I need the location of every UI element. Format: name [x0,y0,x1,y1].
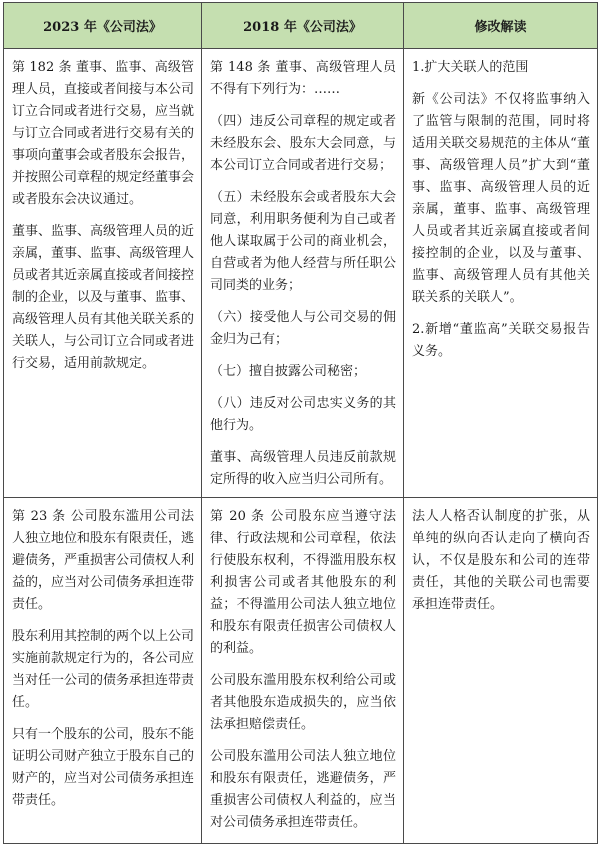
cell-interpretation-1 [404,49,598,498]
paragraph: （六）接受他人与公司交易的佣金归为己有； [210,310,396,347]
paragraph: 2.新增“董监高”关联交易报告义务。 [412,322,590,359]
paragraph: 公司股东滥用公司法人独立地位和股东有限责任，逃避债务，严重损害公司债权人利益的，应当对公司债务承担连带责任。 [210,749,396,830]
paragraph: 第 23 条 公司股东滥用公司法人独立地位和股东有限责任，逃避债务，严重损害公司债权人利益的，应当对公司债务承担连带责任。 [12,509,195,612]
paragraph: 只有一个股东的公司，股东不能证明公司财产独立于股东自己的财产的，应当对公司债务承担连带责任。 [12,727,195,808]
paragraph: 法人人格否认制度的扩张，从单纯的纵向否认走向了横向否认，不仅是股东和公司的连带责任，其他的关联公司也需要承担连带责任。 [412,509,590,612]
cell-2018-article-148 [202,49,404,498]
paragraph: 1.扩大关联人的范围 [412,60,529,75]
cell-2023-article-23 [4,498,202,844]
cell-2023-article-182 [4,49,202,498]
header-2018: 2018 年《公司法》 [202,3,404,49]
paragraph: （五）未经股东会或者股东大会同意，利用职务便利为自己或者他人谋取属于公司的商业机会，自营或者为他人经营与所任职公司同类的业务； [210,190,396,293]
paragraph: （八）违反对公司忠实义务的其他行为。 [210,396,396,433]
table-row [4,498,598,844]
paragraph: 董事、高级管理人员违反前款规定所得的收入应当归公司所有。 [210,450,396,487]
paragraph: （七）擅自披露公司秘密； [210,364,367,379]
header-interpretation: 修改解读 [404,3,598,49]
paragraph: 公司股东滥用股东权利给公司或者其他股东造成损失的，应当依法承担赔偿责任。 [210,673,396,732]
paragraph: 第 20 条 公司股东应当遵守法律、行政法规和公司章程，依法行使股东权利，不得滥用股东权利损害公司或者其他股东的利益；不得滥用公司法人独立地位和股东有限责任损害公司债权人的利益。 [210,509,396,656]
paragraph: 新《公司法》不仅将监事纳入了监管与限制的范围，同时将适用关联交易规范的主体从“董事、高级管理人员”扩大到“董事、监事、高级管理人员的近亲属，董事、监事、高级管理人员或者其近亲属直接或者间接控制的企业，以及与董事、监事、高级管理人员有其他关联关系的关联人”。 [412,92,590,305]
paragraph: （四）违反公司章程的规定或者未经股东会、股东大会同意，与本公司订立合同或者进行交易； [210,114,396,173]
paragraph: 股东利用其控制的两个以上公司实施前款规定行为的，各公司应当对任一公司的债务承担连带责任。 [12,629,195,710]
paragraph: 第 182 条 董事、监事、高级管理人员，直接或者间接与本公司订立合同或者进行交易，应当就与订立合同或者进行交易有关的事项向董事会或者股东会报告，并按照公司章程的规定经董事会或者股东会决议通过。 [12,60,195,207]
cell-interpretation-2 [404,498,598,844]
header-row [4,3,598,49]
comparison-table [3,2,598,844]
paragraph: 第 148 条 董事、高级管理人员不得有下列行为：…… [210,60,396,97]
paragraph: 董事、监事、高级管理人员的近亲属，董事、监事、高级管理人员或者其近亲属直接或者间接控制的企业，以及与董事、监事、高级管理人员有其他关联关系的关联人，与公司订立合同或者进行交易，适用前款规定。 [12,224,195,371]
cell-2018-article-20 [202,498,404,844]
table-row [4,49,598,498]
header-2023: 2023 年《公司法》 [4,3,202,49]
